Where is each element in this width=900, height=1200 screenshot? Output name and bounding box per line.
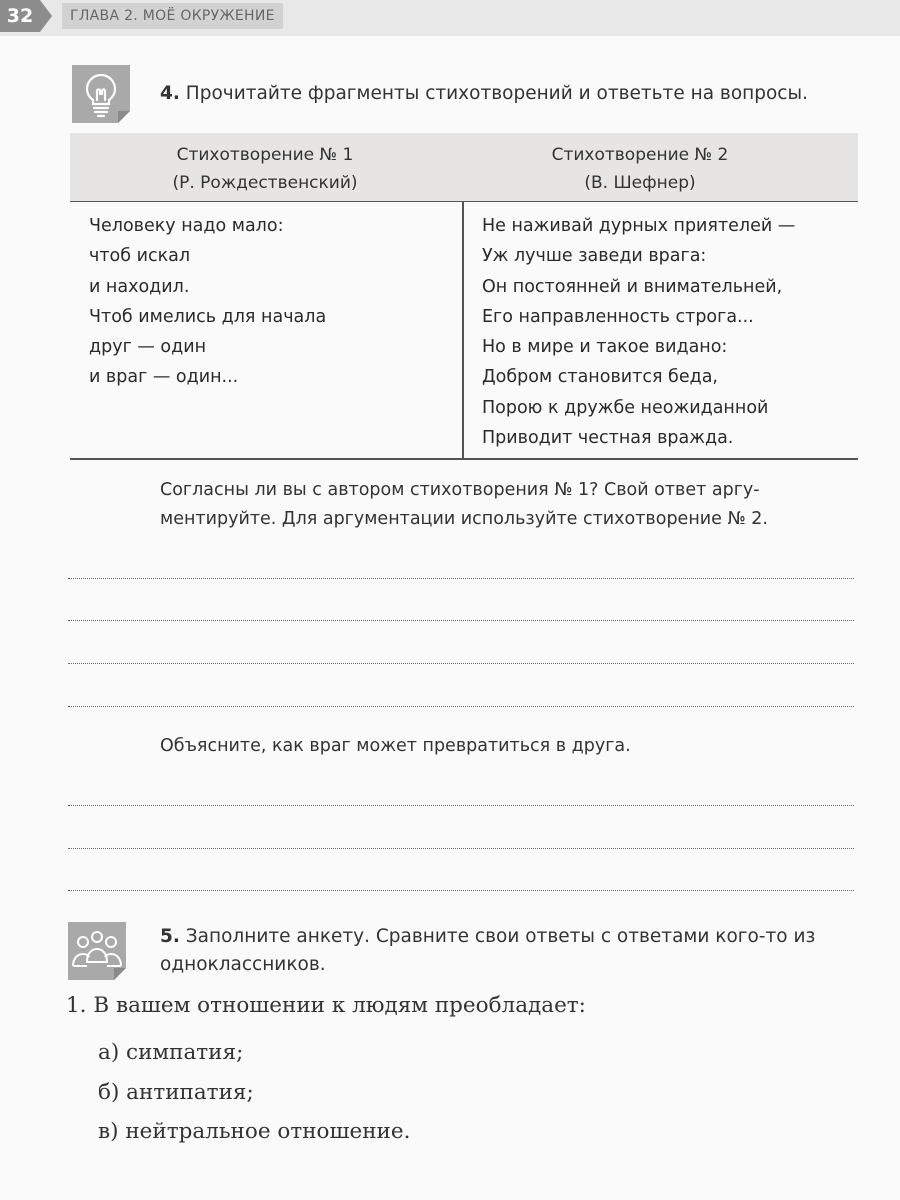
poem-line: друг — один <box>89 337 207 358</box>
chapter-title: ГЛАВА 2. МОЁ ОКРУЖЕНИЕ <box>62 3 283 29</box>
group-people-icon <box>68 922 126 980</box>
poem2-heading <box>540 141 740 197</box>
poem2-text <box>482 211 795 453</box>
answer-line[interactable] <box>68 663 854 664</box>
answer-line[interactable] <box>68 620 854 621</box>
poem1-text <box>89 211 326 393</box>
poem-line: Но в мире и такое видано: <box>482 337 728 358</box>
question-line: ментируйте. Для аргументации используйте стихотворение № 2. <box>160 509 768 529</box>
survey-option[interactable]: в) нейтральное отношение. <box>98 1119 411 1144</box>
poem2-title: Стихотворение № 2 <box>551 145 729 165</box>
poem-line: Он постоянней и внимательней, <box>482 276 783 297</box>
answer-line[interactable] <box>68 578 854 579</box>
poem1-title: Стихотворение № 1 <box>176 145 354 165</box>
task4-title <box>160 83 808 104</box>
survey-option[interactable]: а) симпатия; <box>98 1040 244 1065</box>
poem-line: Приводит честная вражда. <box>482 428 734 449</box>
task5-number: 5. <box>160 926 180 947</box>
question-agree <box>160 476 768 534</box>
poem1-heading <box>160 141 370 197</box>
poem-line: Человеку надо мало: <box>89 216 284 236</box>
answer-line[interactable] <box>68 848 854 849</box>
survey-option[interactable]: б) антипатия; <box>98 1079 254 1105</box>
answer-line[interactable] <box>68 805 854 806</box>
poem-line: Уж лучше заведи врага: <box>482 246 707 267</box>
task5-title-line: одноклассников. <box>160 954 326 975</box>
poem2-author: (В. Шефнер) <box>584 173 696 193</box>
task5-title <box>160 923 815 979</box>
task4-number: 4. <box>160 83 180 104</box>
page-number: 32 <box>0 0 40 32</box>
poem-line: Чтоб имелись для начала <box>89 306 327 327</box>
table-bottom-border <box>70 458 858 460</box>
task4-title-text: Прочитайте фрагменты стихотворений и ответьте на вопросы. <box>185 83 808 104</box>
poem-line: чтоб искал <box>89 246 191 267</box>
poem-line: Не наживай дурных приятелей — <box>482 216 796 236</box>
page-number-arrow <box>40 0 52 32</box>
question-enemy-friend: Объясните, как враг может превратиться в друга. <box>160 736 631 756</box>
poem-line: Порою к дружбе неожиданной <box>482 397 769 418</box>
table-column-divider <box>462 202 464 458</box>
task5-title-line: Заполните анкету. Сравните свои ответы с ответами кого-то из <box>185 926 816 947</box>
lightbulb-icon <box>72 65 130 123</box>
answer-line[interactable] <box>68 706 854 707</box>
poem1-author: (Р. Рождественский) <box>172 173 358 193</box>
question-line: Согласны ли вы с автором стихотворения № 1? Свой ответ аргу- <box>160 480 760 500</box>
poem-line: Его направленность строга... <box>482 306 754 327</box>
survey-options <box>98 1033 410 1152</box>
poem-line: и враг — один... <box>89 367 239 388</box>
answer-line[interactable] <box>68 890 854 891</box>
poem-line: и находил. <box>89 276 190 297</box>
poem-line: Добром становится беда, <box>482 367 718 388</box>
poems-table-header <box>70 133 858 202</box>
survey-question: 1. В вашем отношении к людям преобладает: <box>66 993 586 1018</box>
